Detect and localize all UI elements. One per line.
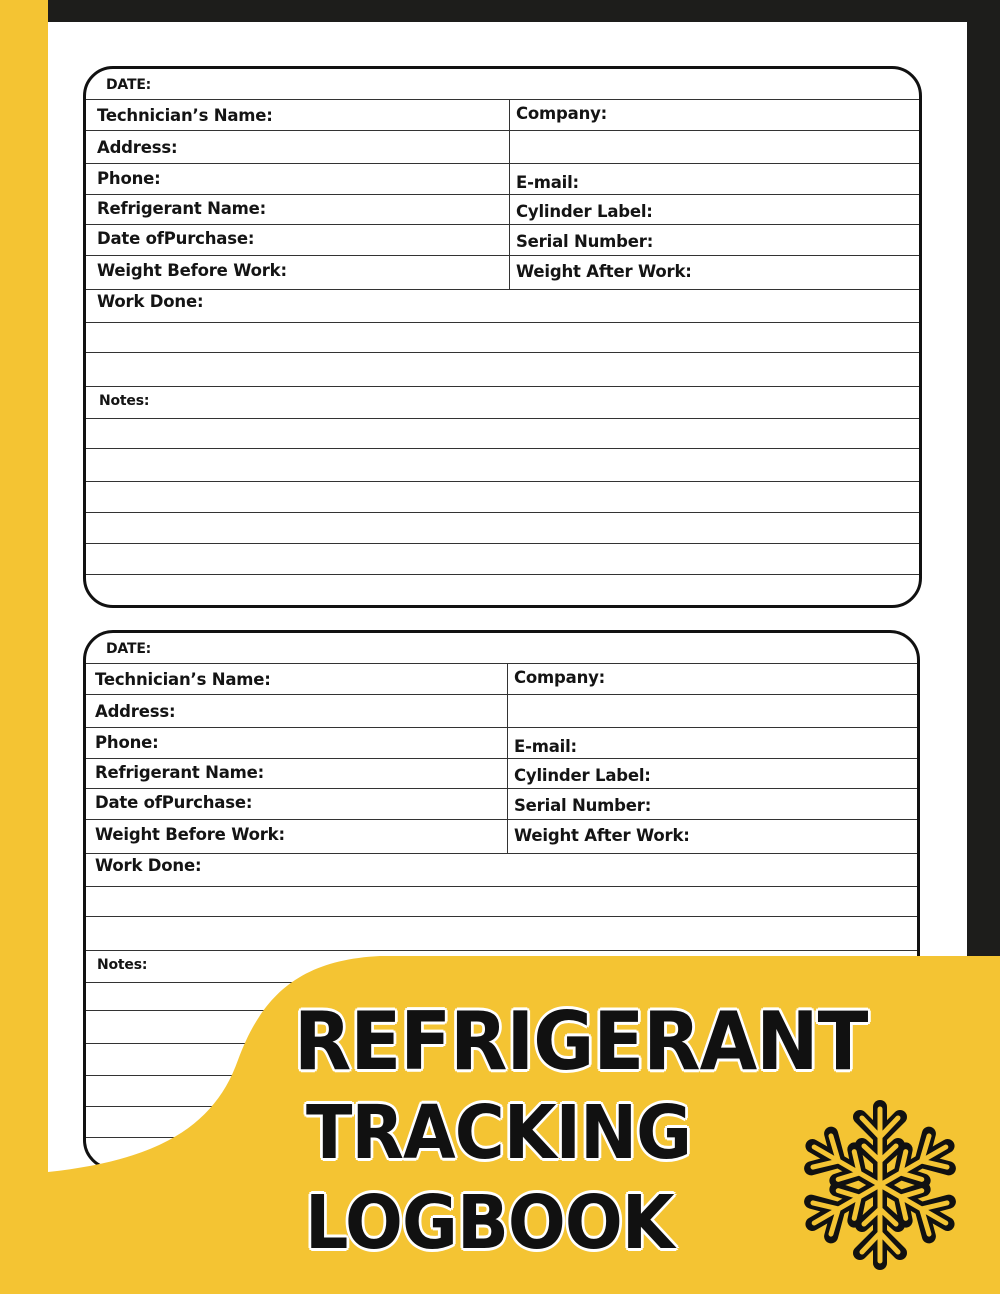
serial-number-label: Serial Number:: [514, 796, 652, 815]
technician-label: Technician’s Name:: [97, 106, 273, 125]
work-done-label: Work Done:: [97, 292, 204, 311]
cylinder-label: Cylinder Label:: [516, 202, 653, 221]
snowflake-icon: [790, 1095, 970, 1275]
notes-label: Notes:: [97, 957, 148, 973]
weight-before-label: Weight Before Work:: [95, 825, 285, 844]
address-label: Address:: [95, 702, 176, 721]
cylinder-label: Cylinder Label:: [514, 766, 651, 785]
refrigerant-name-label: Refrigerant Name:: [97, 199, 267, 218]
date-label: DATE:: [106, 641, 152, 657]
purchase-date-label: Date ofPurchase:: [97, 229, 255, 248]
cover-title-line-3: LOGBOOK: [305, 1180, 674, 1266]
address-label: Address:: [97, 138, 178, 157]
weight-after-label: Weight After Work:: [516, 262, 692, 281]
work-done-label: Work Done:: [95, 856, 202, 875]
email-label: E-mail:: [516, 173, 579, 192]
refrigerant-name-label: Refrigerant Name:: [95, 763, 265, 782]
phone-label: Phone:: [95, 733, 159, 752]
cover-title-line-1: REFRIGERANT: [294, 995, 868, 1088]
phone-label: Phone:: [97, 169, 161, 188]
date-label: DATE:: [106, 77, 152, 93]
company-label: Company:: [514, 668, 606, 687]
purchase-date-label: Date ofPurchase:: [95, 793, 253, 812]
cover-title-line-2: TRACKING: [306, 1090, 692, 1176]
serial-number-label: Serial Number:: [516, 232, 654, 251]
company-label: Company:: [516, 104, 608, 123]
notes-label: Notes:: [99, 393, 150, 409]
email-label: E-mail:: [514, 737, 577, 756]
weight-after-label: Weight After Work:: [514, 826, 690, 845]
weight-before-label: Weight Before Work:: [97, 261, 287, 280]
technician-label: Technician’s Name:: [95, 670, 271, 689]
